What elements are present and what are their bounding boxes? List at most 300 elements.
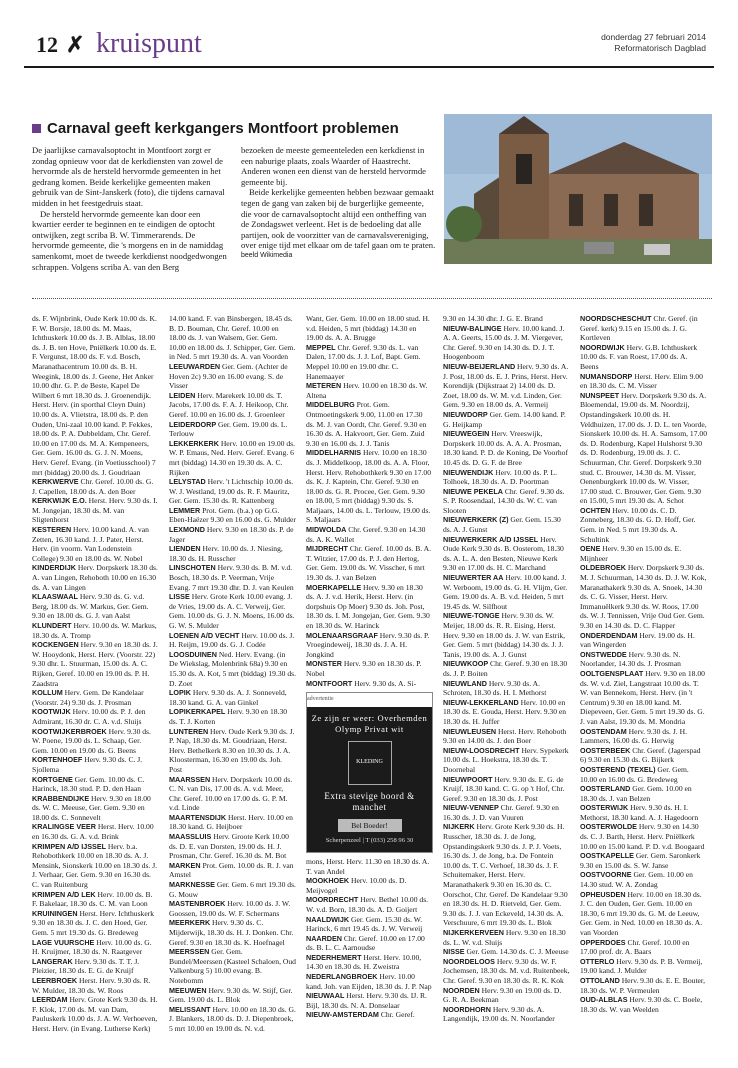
service-details: Chr. Geref. 9.30 ds. S. P. Roosendaal, 14.30 ds. W. C. van Slooten: [443, 486, 565, 515]
listing-entry: [580, 506, 707, 544]
place-name: OPPERDOES: [580, 937, 626, 947]
listing-entry: [32, 957, 159, 976]
service-details: 9.30 en 14.30 dhr. J. G. E. Brand: [443, 314, 543, 323]
place-name: NUNSPEET: [580, 390, 620, 400]
service-details: Prot. Gem. Ontmoetingskerk 9.00, 11.00 en 17.30 ds. M. J. van Oordt, Chr. Geref. 9.30 en 16.30 ds. A. Hakvoort, Ger. Gem. Zuid 9.30 en 16.00 ds. J. J. Tanis: [306, 400, 427, 448]
listing-entry: [580, 314, 707, 343]
place-name: KOOTWIJKERBROEK: [32, 726, 107, 736]
place-name: LUNTEREN: [169, 726, 209, 736]
service-details: Herv. 9.30 en 19.00 ds. D. G. R. A. Beekman: [443, 985, 562, 1005]
listing-entry: [169, 650, 296, 688]
service-details: Herv. 9.30 en 18.30 ds. J. W. Hooydonk, Herst. Herv. (Voorstr. 22) 9.30 dhr. L. Stuurman, 15.00 ds. A. C. Rijken, Geref. 10.00 en 19.00 ds. P. H. Zaadstra: [32, 640, 158, 688]
place-name: NIEUWKOOP: [443, 659, 489, 669]
place-name: NIEUWLAND: [443, 678, 487, 688]
service-details: Herv. 19.00 ds. H. van Wingerden: [580, 630, 695, 650]
place-name: NIEUWDORP: [443, 409, 488, 419]
service-details: Herv. 10.00 ds. P. L. Tolhoek, 18.30 ds. A. D. Poortman: [443, 467, 557, 487]
place-name: MOERKAPELLE: [306, 582, 362, 592]
place-name: OTTERLO: [580, 956, 615, 966]
place-name: KRIMPEN A/D LEK: [32, 889, 96, 899]
listing-column: [443, 314, 570, 1034]
service-details: ds. F. Wijnbrink, Oude Kerk 10.00 ds. K. F. W. Borsje, 18.00 ds. M. Maas, Ichthuskerk 10.00 ds. J. B. Alblas, 18.00 ds. J. B. ten Hove, Pniëlkerk 10.00 ds. E. F. Vergunst, 18.00 ds. F. v.d. Bosch, Maranathacentrum 10.00 ds. B. H. Weegink, 18.00 ds. J. Geene, Het Anker 10.00 dhr. G. P. de Beste, Kapel De Wilbert 6 mrt 18.30 ds. J. Groenendijk. Herst. Herv. (in sporthal Cleyn Duin) 10.00 ds. A. Vlietstra, 18.00 ds. P. den Ouden, Uni-zaal 10.00 kand. P. Fekkes, 18.00 ds. P. A. Dubbeldam, Chr. Geref. 10.00 en 17.00 ds. M. A. Kempeneers, Ger. Gem. 16.00 ds. G. J. N. Moens, Herv. Geref. Evang. (in Voetiusschool) 7 mrt (biddag) 20.00 ds. J. Goudriaan: [32, 314, 157, 477]
place-name: OOSTERBEEK: [580, 745, 631, 755]
listing-entry: [32, 640, 159, 688]
listing-entry: [306, 343, 433, 381]
listing-entry: [580, 976, 707, 995]
listing-entry: [443, 822, 570, 928]
ad-headline: Ze zijn er weer: Overhemden Olymp Privat wit: [311, 712, 428, 734]
place-name: MEERKERK: [169, 918, 211, 928]
church-image: [444, 114, 712, 264]
service-details: Herst. Herv. Rehoboth 9.30 en 14.00 ds. J. den Boer: [443, 726, 567, 746]
listing-entry: [443, 698, 570, 727]
listing-entry: [443, 515, 570, 534]
church-services-listing: [32, 314, 712, 1034]
place-name: KRUININGEN: [32, 908, 78, 918]
listing-column: [169, 314, 296, 1034]
listing-entry: [169, 727, 296, 775]
listing-entry: [32, 727, 159, 756]
listing-entry: [32, 995, 159, 1033]
place-name: MIJDRECHT: [306, 544, 348, 554]
listing-entry: [32, 707, 159, 726]
place-name: NIEUWLEUSEN: [443, 726, 497, 736]
service-details: Herv. Oude Kerk 9.30 ds. J. P. Nap, 18.30 ds. M. Goudriaan, Herst. Herv. Bethelkerk 8.30 en 10.30 ds. J. A. Kloosterman, 16.30 en 19.00 ds. Joh. Post: [169, 726, 295, 774]
service-details: Herv. 9.30 ds. E. E. Bouter, 18.30 ds. W. P. Vermeulen: [580, 975, 706, 995]
service-details: Want, Ger. Gem. 10.00 en 18.00 stud. H. v.d. Heiden, 5 mrt (biddag) 14.30 en 19.00 ds. A. A. Brugge: [306, 314, 430, 343]
listing-entry: [32, 563, 159, 592]
service-details: Herv. 10.00 en 18.30 ds. G. J. Blankers, 18.00 ds. D. J. Diepenbroek, 5 mrt 10.00 en 19.00 ds. N. v.d.: [169, 1004, 296, 1033]
place-name: OOSTERLAND: [580, 784, 631, 794]
place-name: KORTENHOEF: [32, 755, 83, 765]
listing-entry: [443, 947, 570, 957]
service-details: Ger. Gem. 14.30 ds. C. J. Meeuse: [466, 947, 569, 957]
listing-entry: [306, 314, 433, 343]
service-details: Herv. 10.00 kand. J. A. A. Geerts, 15.00 ds. J. M. Viergever, Chr. Geref. 9.30 en 14.30 ds. D. J. T. Hoogenboom: [443, 323, 565, 362]
place-name: OOSTVOORNE: [580, 870, 632, 880]
service-details: Herv. Sypekerk 10.00 ds. L. Hoekstra, 18.30 ds. T. Doornebal: [443, 745, 569, 774]
listing-entry: [169, 880, 296, 899]
service-details: Chr. Geref. (in Geref. kerk) 9.15 en 15.00 ds. J. G. Kortleven: [580, 314, 698, 343]
place-name: MOOKHOEK: [306, 876, 350, 886]
place-name: LINSCHOTEN: [169, 563, 216, 573]
ad-call-button: Bel Boeder!: [338, 819, 402, 833]
listing-entry: [306, 679, 433, 689]
place-name: MIDDELHARNIS: [306, 448, 362, 458]
listing-entry: [32, 938, 159, 957]
listing-entry: [443, 727, 570, 746]
service-details: Herst. Herv. 9.30 ds. R. W. Mulder, 18.30 ds. W. Roos: [32, 975, 151, 995]
place-name: METEREN: [306, 381, 342, 391]
place-name: LEXMOND: [169, 525, 205, 535]
advertisement: [306, 692, 433, 853]
listing-entry: [169, 631, 296, 650]
service-details: Herv. 9.30 en 15.00 ds. E. Mijnheer: [580, 544, 682, 563]
place-name: KERKWIJK E.O.: [32, 496, 87, 506]
place-name: MIDWOLDA: [306, 525, 347, 535]
service-details: Herv. 9.30 ds. P. B. Vermeij, 19.00 kand. J. Mulder: [580, 956, 703, 976]
service-details: mons, Herst. Herv. 11.30 en 18.30 ds. A. T. van Andel: [306, 856, 430, 876]
listing-entry: [580, 391, 707, 506]
ad-contact: Scherpenzeel | T (033) 258 96 30: [325, 837, 414, 845]
place-name: NOORDEN: [443, 985, 480, 995]
place-name: LEERDAM: [32, 995, 68, 1005]
service-details: Herv. Bethel 10.00 ds. W. v.d. Born, 18.30 ds. A. D. Goijert: [306, 895, 429, 914]
place-name: NIEUWERKERK (Z): [443, 515, 509, 525]
place-name: MIDDELBURG: [306, 400, 355, 410]
service-details: Herv. 9.30 ds. A. Schroten, 18.30 ds. H. I. Methorst: [443, 678, 547, 698]
service-details: Herst. Herv. 10.00 en 16.30 ds. G. A. v.d. Brink: [32, 822, 154, 842]
service-details: Ned. Herv. Evang. (in De Wiekslag, Molenbrink 68a) 9.30 en 15.30 ds. A. Kot, 5 mrt (biddag) 19.30 ds. D. Zoet: [169, 649, 296, 688]
place-name: MEERSSEN: [169, 947, 210, 957]
listing-entry: [169, 947, 296, 985]
place-name: OCHTEN: [580, 505, 611, 515]
listing-entry: [443, 746, 570, 775]
listing-entry: [169, 592, 296, 630]
place-name: OENE: [580, 544, 601, 554]
service-details: Herv. 9.30 en 14.30 ds. C. J. Barth, Herst. Herv. Pniëlkerk 10.00 en 15.00 kand. P. D. v.d. Boogaard: [580, 822, 705, 851]
service-details: Chr. Geref. 10.00 ds. B. A. T. Witzier, 17.00 ds. P. J. den Hertog, Ger. Gem. 19.00 ds. W. Visscher, 6 mrt 19.30 ds. J. van Belzen: [306, 544, 432, 583]
page-number: 12: [36, 32, 58, 57]
place-name: ONDERDENDAM: [580, 630, 638, 640]
service-details: Ger. Gem. 14.00 kand. P. G. Heijkamp: [443, 409, 566, 429]
listing-entry: [32, 525, 159, 563]
listing-entry: [169, 707, 296, 726]
service-details: Chr. Geref. 9.30 en 18.30 ds. J. P. Boiten: [443, 659, 568, 678]
place-name: LANGERAK: [32, 956, 73, 966]
listing-entry: [306, 857, 433, 876]
listing-entry: [169, 362, 296, 391]
service-details: Chr. Geref. 9.30 ds. L. van Dalen, 17.00 ds. J. J. Lof, Bapt. Gem. Meppel 10.00 en 19.00 dhr. C. Hanemaayer: [306, 342, 421, 381]
place-name: KRIMPEN A/D IJSSEL: [32, 841, 107, 851]
listing-entry: [306, 934, 433, 953]
service-details: Herst. Herv. Ichthuskerk 9.30 en 18.30 ds. J. C. den Hoed, Ger. Gem. 5 mrt 19.30 ds. G. Bredeweg: [32, 908, 155, 937]
service-details: Herv. 9.30 ds. A. J. Sonneveld, 18.30 kand. G. A. van Ginkel: [169, 688, 287, 707]
listing-entry: [32, 477, 159, 496]
place-name: LOPIK: [169, 688, 191, 698]
place-name: LAGE VUURSCHE: [32, 937, 95, 947]
listing-entry: [580, 890, 707, 938]
service-details: Herv. 9.30 ds. W. F. Jochemsen, 18.30 ds. M. v.d. Ruitenbeek, Chr. Geref. 9.30 en 18.30 ds. R. K. Kok: [443, 956, 570, 985]
place-name: NIEUWERTER AA: [443, 573, 504, 583]
ad-box: [307, 707, 432, 852]
place-name: MARKNESSE: [169, 880, 215, 890]
place-name: MAASSLUIS: [169, 832, 212, 842]
crossing-arrows-icon: ✗: [66, 32, 85, 57]
service-details: Herv. 10.00 en 18.30 ds. J. Middelkoop, 18.00 ds. A. A. Floor, Herst. Herv. Rehobothkerk 9.30 en 17.00 ds. K. J. Kaptein, Chr. Geref. 9.30 en 18.00 ds. G. R. Procee, Ger. Gem. 9.30 en 18.00, 5 mrt (biddag) 9.30 ds. S. Maljaars, 14.00 ds. L. Terlouw, 19.00 ds. S. Maljaars: [306, 448, 431, 525]
place-name: NOORDHORN: [443, 1004, 491, 1014]
listing-entry: [169, 420, 296, 439]
listing-entry: [306, 991, 433, 1010]
service-details: Ger. Gem. 10.00 ds. C. Harinck, 18.30 stud. P. D. den Haan: [32, 774, 145, 794]
listing-entry: [443, 775, 570, 804]
service-details: Herv. 10.00 en 18.30 ds. W. Altena: [306, 381, 428, 400]
service-details: Herv. 9.30 ds. C. J. Sjollema: [32, 755, 143, 774]
service-details: Herv. 9.30 ds. C. Boele, 18.30 ds. W. van Weelden: [580, 995, 703, 1014]
page-header: [24, 26, 714, 68]
service-details: Herv. 10.00 en 18.30 ds. E. Gouda, Herst. Herv. 9.30 en 18.30 ds. H. Juffer: [443, 697, 567, 726]
service-details: Chr. Geref. 10.00 en 17.00 prof. dr. A. Baars: [580, 937, 690, 957]
service-details: Herv. 9.30 ds. E. G. de Kruijf, 18.30 kand. C. G. op 't Hof, Chr. Geref. 9.30 en 18.30 ds. J. Post: [443, 774, 565, 803]
listing-entry: [580, 784, 707, 803]
listing-entry: [169, 563, 296, 592]
listing-entry: [580, 803, 707, 822]
place-name: NEDERHEMERT: [306, 952, 362, 962]
listing-entry: [306, 895, 433, 914]
listing-entry: [169, 1005, 296, 1034]
ad-feature: Extra stevige boord & manchet: [324, 790, 415, 812]
service-details: Herv. 9.30 ds. B. M. v.d. Bosch, 18.30 ds. P. Veerman, Vrije Evang. 7 mrt 19.30 dhr. D. J. van Keulen: [169, 563, 294, 592]
listing-column: [580, 314, 707, 1034]
place-name: LEIDEN: [169, 390, 196, 400]
listing-entry: [443, 324, 570, 362]
service-details: Chr. Geref. (Jagerspad 6) 9.30 en 15.30 ds. G. Bijkerk: [580, 745, 701, 765]
service-details: Ger. Gem. 10.00 en 14.30 stud. W. A. Zondag: [580, 870, 693, 890]
place-name: KINDERDIJK: [32, 563, 76, 573]
listing-entry: [306, 876, 433, 895]
section-label: kruispunt: [96, 28, 202, 59]
article-paragraph: bezoeken de meeste gemeenteleden een kerkdienst in een naburige plaats, zoals Waarder of Haastrecht. Anderen wonen een dienst van de hersteld hervormde gemeente bij.: [241, 145, 426, 187]
service-details: Herv. 9.30 ds. W. Meijer, 18.00 ds. R. R. Eising, Herst. Herv. 9.30 en 18.00 ds. J. W. van Estrik, Ger. Gem. 5 mrt (biddag) 14.30 ds. J. J. Tanis, 19.00 ds. A. J. Gunst: [443, 611, 566, 659]
service-details: Herv. Dorpskerk 10.00 ds. C. N. van Dis, 17.00 ds. A. v.d. Meer, Chr. Geref. 10.00 en 17.00 ds. G. P. M. v.d. Linde: [169, 774, 293, 813]
service-details: Herv. 10.00 en 19.00 ds. W. P. Emaus, Ned. Herv. Geref. Evang. 6 mrt (biddag) 14.30 en 19.30 ds. A. C. Rijken: [169, 438, 295, 477]
listing-entry: [32, 794, 159, 823]
place-name: LEKKERKERK: [169, 438, 219, 448]
place-name: NIEUWE-TONGE: [443, 611, 500, 621]
issue-date: donderdag 27 februari 2014: [601, 32, 706, 42]
service-details: Herv. Dorpskerk 9.30 ds. A. Bloemendal, 19.00 ds. M. Noordzij, Opstandingskerk 10.00 ds. H. Veldhuizen, 17.00 ds. J. D. L. ten Voorde, Sionskerk 10.00 ds. H. A. Samsom, 17.00 ds. D. Rodenburg, Kapel Hulshorst 9.30 ds. D. Rodenburg, 19.00 ds. J. C. Schuurman, Chr. Geref. Dorpskerk 9.30 stud. C. Brouwer, 14.30 ds. M. Visser, Oenenburgkerk 10.00 ds. W. Visser, 17.00 stud. C. Brouwer, Ger. Gem. 9.30 en 15.00, 5 mrt 19.30 ds. A. Schot: [580, 390, 707, 506]
place-name: NIEUWERKERK A/D IJSSEL: [443, 534, 539, 544]
place-name: KOCKENGEN: [32, 640, 79, 650]
place-name: NIJKERKERVEEN: [443, 928, 504, 937]
listing-entry: [306, 972, 433, 991]
listing-entry: [443, 986, 570, 1005]
service-details: Herv. 10.00 kand. Joh. van Eijden, 18.30 ds. J. P. Nap: [306, 972, 432, 991]
square-bullet-icon: [32, 124, 41, 133]
service-details: Ger. Gem. 10.00 en 18.30 ds. J. van Belzen: [580, 784, 692, 803]
listing-entry: [443, 535, 570, 573]
listing-entry: [32, 592, 159, 621]
place-name: OPHEUSDEN: [580, 889, 626, 899]
service-details: Herv. Grote Kerk 9.30 ds. H. Russcher, 18.30 ds. J. de Jong, Opstandingskerk 9.30 ds. J. P. J. Voets, 16.30 ds. J. de Jong, b.a. De Fontein 10.00 ds. T. C. Verhoef, 18.30 ds. J. F. Schuitemaker, Herst. Herv. Maranathakerk 9.30 en 16.30 ds. C. Oorschot, Chr. Geref. De Kandelaar 9.30 en 18.30 ds. H. D. Rietveld, Ger. Gem. 9.30 ds. J. J. van Eckeveld, 14.30 ds. A. Verschuure, 6 mrt 19.30 ds. L. Blok: [443, 822, 568, 928]
service-details: Herv. Gem. De Kandelaar (Voorstr. 24) 9.30 ds. J. Prosman: [32, 688, 144, 707]
service-details: Ger. Gem. (Achter de Hoven 2c) 9.30 en 16.00 evang. S. de Visser: [169, 361, 288, 391]
place-name: LOOSDUINEN: [169, 649, 217, 659]
listing-entry: [443, 928, 570, 947]
place-name: LOENEN A/D VECHT: [169, 630, 240, 640]
place-name: MEEUWEN: [169, 985, 207, 995]
service-details: 14.00 kand. F. van Binsbergen, 18.45 ds. B. D. Bouman, Chr. Geref. 10.00 en 18.00 ds. J. van Walsem, Ger. Gem. 10.00 en 18.00 ds. J. Schipper, Ger. Gem. in Ned. 5 mrt 19.30 ds. A. van Voorden: [169, 314, 296, 362]
listing-entry: [169, 688, 296, 707]
listing-entry: [32, 890, 159, 909]
listing-entry: [443, 957, 570, 986]
article-column-left: [32, 145, 227, 272]
listing-entry: [306, 544, 433, 582]
service-details: Herv. b.a. Rehobothkerk 10.00 en 18.30 ds. A. J. Mensink, Sionskerk 10.00 en 18.30 ds. J. J. Verhaar, Ger. Gem. 9.30 en 16.30 ds. C. van Ruitenburg: [32, 841, 158, 890]
listing-entry: [580, 563, 707, 630]
place-name: NOORDWIJK: [580, 342, 625, 352]
place-name: MAARTENSDIJK: [169, 812, 227, 822]
service-details: Herv. Marekerk 10.00 ds. T. Jacobs, 17.00 ds. F. A. J. Heikoop, Chr. Geref. 10.00 en 16.00 ds. J. Groenleer: [169, 390, 289, 419]
listing-entry: [169, 391, 296, 420]
service-details: Chr. Geref. 9.30 en 14.30 ds. A. K. Wallet: [306, 525, 426, 544]
listing-entry: [306, 659, 433, 678]
listing-entry: [32, 822, 159, 841]
listing-entry: [580, 957, 707, 976]
article-title: [32, 120, 436, 137]
service-details: Herv. 10.00 kand. J. W. Verboom, 19.00 ds. G. H. Vlijm, Ger. Gem. 19.00 ds. A. B. v.d. Heiden, 5 mrt 19.45 ds. W. Silfhout: [443, 573, 568, 611]
place-name: LELYSTAD: [169, 477, 206, 487]
listing-column: [306, 314, 433, 1034]
listing-entry: [443, 468, 570, 487]
listing-entry: [169, 986, 296, 1005]
listing-entry: [169, 813, 296, 832]
service-details: Herv. Dorpskerk 18.30 ds. A. van Lingen, Rehoboth 10.00 en 16.30 ds. A. van Lingen: [32, 563, 158, 592]
place-name: KRABBENDIJKE: [32, 793, 90, 803]
service-details: Herv. 10.00 en 18.30 ds. J. C. den Ouden, Ger. Gem. 10.00 en 18.30, 6 mrt 19.30 ds. G. M. de Leeuw, Ger. Gem. in Ned. 10.00 en 18.30 ds. A. van Voorden: [580, 889, 703, 937]
place-name: NIEUWE PEKELA: [443, 486, 503, 496]
place-name: KORTGENE: [32, 774, 73, 784]
listing-entry: [32, 909, 159, 938]
service-details: Herv. 9.30 ds. W. Poene, 19.00 ds. L. Schaap, Ger. Gem. 10.00 en 19.00 ds. G. Beens: [32, 726, 151, 755]
place-name: LEERBROEK: [32, 975, 78, 985]
listing-entry: [306, 583, 433, 631]
place-name: NOORDELOOS: [443, 956, 495, 966]
article-title-text: Carnaval geeft kerkgangers Montfoort problemen: [47, 120, 399, 137]
place-name: KLAASWAAL: [32, 592, 78, 602]
service-details: Herst. Herv. 9.30 ds. IJ. R. Bijl, 18.30 ds. N. A. Donselaar: [306, 991, 427, 1010]
place-name: NAARDEN: [306, 933, 342, 943]
service-details: Ger. Gem. 19.00 ds. L. Terlouw: [169, 419, 288, 439]
listing-entry: [32, 976, 159, 995]
service-details: Herv. 9.30 ds. A. Si-: [354, 678, 417, 688]
service-details: Herv. 9.30 en 18.30 ds. L. W. v.d. Sluijs: [443, 928, 566, 947]
place-name: LEIDERDORP: [169, 419, 217, 429]
place-name: NIJKERK: [443, 822, 475, 832]
listing-entry: [306, 1010, 433, 1020]
service-details: Ger. Gem. 15.30 ds. W. Harinck, 6 mrt 19.45 ds. J. W. Verweij: [306, 914, 423, 934]
service-details: Herv. 9.30 ds. W. Stijf, Ger. Gem. 19.00 ds. L. Blok: [169, 985, 293, 1005]
listing-entry: [306, 381, 433, 400]
service-details: Herv. Dorpskerk 9.30 ds. M. J. Schuurman, 14.30 ds. D. J. W. Kok, Maranathakerk 9.30 ds. A. Snoek, 14.30 ds. C. G. Visser, Herst. Herv. Immanuëlkerk 9.30 ds. W. Roos, 17.00 ds. W. J. Tennissen, Vrije Oud Ger. Gem. 9.30 en 14.30 ds. D. C. Flapper: [580, 563, 707, 630]
service-details: Herv. 9.30 en 18.30 ds. P. Nobel: [306, 659, 422, 678]
service-details: Herst. Herv. Elim 9.00 en 18.30 ds. C. M. Visser: [580, 371, 703, 391]
place-name: NIEUW-BALINGE: [443, 323, 502, 333]
service-details: Herv. 10.00 ds. W. Markus, 18.30 ds. A. Tromp: [32, 621, 157, 640]
service-details: Herv. Grote Kerk 9.30 ds. H. F. Klok, 17.00 ds. M. van Dam, Pauluskerk 10.00 ds. J. A. W. Verhoeven, Herst. Herv. (in Evang. Lutherse Kerk): [32, 995, 158, 1033]
service-details: Herv. 10.00 ds. J. Niesing, 18.30 ds. H. Russcher: [169, 544, 283, 563]
place-name: MONSTER: [306, 659, 342, 669]
place-name: OOSTERWIJK: [580, 803, 629, 813]
service-details: Herv. 10.00 ds. C. D. Zonneberg, 18.30 ds. G. D. Hoff, Ger. Gem. in Ned. 5 mrt 19.30 ds. A. Schultink: [580, 505, 696, 544]
place-name: NEDERLANGBROEK: [306, 972, 378, 982]
place-name: MARKEN: [169, 860, 201, 870]
place-name: LISSE: [169, 592, 190, 602]
service-details: Herv. 10.00 ds. D. Meijvogel: [306, 876, 407, 895]
service-details: Ger. Gem. 15.30 ds. A. J. Gunst: [443, 515, 561, 535]
place-name: OOSTKAPELLE: [580, 851, 634, 861]
listing-entry: [443, 410, 570, 429]
place-name: LIENDEN: [169, 544, 201, 554]
listing-entry: [443, 803, 570, 822]
listing-entry: [32, 775, 159, 794]
service-details: Herv. 9.30 ds. A. J. Post, 18.00 ds. E. J. Prins, Herst. Herv. Korendijk (Dijkstraat 2) 14.00 ds. D. Zoet, 18.00 ds. W. M. v.d. Linden, Ger. Gem. 9.30 en 18.00 ds. A. Vermeij: [443, 361, 569, 410]
listing-entry: [580, 851, 707, 870]
place-name: LEEUWARDEN: [169, 361, 221, 371]
church-photo: [444, 114, 712, 264]
date-info: [601, 32, 706, 54]
place-name: MONTFOORT: [306, 678, 353, 688]
place-name: NIEUW-BEIJERLAND: [443, 361, 516, 371]
listing-entry: [443, 611, 570, 659]
listing-entry: [169, 832, 296, 861]
listing-entry: [32, 496, 159, 525]
listing-entry: [580, 938, 707, 957]
place-name: NIEUW-LOOSDRECHT: [443, 745, 520, 755]
service-details: Herv. 10.00 ds. B. F. Bakelaar, 18.30 ds. C. M. van Loon: [32, 889, 153, 909]
service-details: Herv. 10.00 ds. J. W. Goossen, 19.00 ds. W. F. Schermans: [169, 899, 291, 918]
listing-entry: [443, 362, 570, 410]
listing-entry: [306, 631, 433, 660]
listing-entry: [306, 400, 433, 448]
article: [32, 120, 436, 272]
listing-column: [32, 314, 159, 1034]
service-details: Herv. 10.00 ds. J. H. Reijm, 19.00 ds. G. J. Codée: [169, 630, 295, 650]
service-details: Ger. Gem. Saronkerk 9.30 en 15.00 ds. S. W. Janse: [580, 851, 701, 870]
service-details: Chr. Geref.: [380, 1010, 415, 1020]
place-name: NAALDWIJK: [306, 914, 350, 924]
place-name: KERKWERVE: [32, 477, 79, 487]
listing-entry: [580, 765, 707, 784]
place-name: KOOTWIJK: [32, 707, 71, 717]
service-details: Herv. 10.00 kand. A. van Zetten, 16.30 kand. J. J. Pater, Herst. Herv. (in voorm. Van Lodenstein College) 9.30 en 18.00 ds. W. Nobel: [32, 525, 149, 563]
listing-entry: [580, 822, 707, 851]
place-name: KESTEREN: [32, 525, 72, 535]
listing-entry: [169, 899, 296, 918]
service-details: Herst. Herv. 9.30 ds. I. M. Jongejan, 18.30 ds. M. van Sligtenhorst: [32, 496, 158, 525]
place-name: MEPPEL: [306, 342, 336, 352]
service-details: Herv. 9.30 ds. T. T. J. Pleizier, 18.30 ds. E. G. de Kruijf: [32, 956, 140, 976]
listing-entry: [580, 650, 707, 669]
listing-entry: [32, 688, 159, 707]
service-details: Herv. 9.30 en 18.30 ds. T. J. Korten: [169, 707, 288, 726]
listing-entry: [32, 314, 159, 477]
listing-entry: [443, 487, 570, 516]
listing-entry: [580, 995, 707, 1014]
place-name: OOLTGENSPLAAT: [580, 668, 644, 678]
listing-entry: [443, 573, 570, 611]
listing-entry: [169, 775, 296, 813]
place-name: NOORDSCHESCHUT: [580, 314, 652, 323]
service-details: Chr. Geref. 9.30 en 16.30 ds. J. D. van Vuuren: [443, 803, 559, 822]
listing-entry: [169, 314, 296, 362]
listing-entry: [169, 544, 296, 563]
service-details: Herv. 9.30 en 18.00 ds. W. v.d. Ziel, Langstraat 10.00 ds. T. W. van Bennekom, Herst. Herv. (in 't Centrum) 9.30 en 18.00 kand. M. Diepeveen, Ger. Gem. 5 mrt 19.30 ds. G. J. van Aalst, 19.30 ds. M. Mondria: [580, 668, 705, 726]
service-details: Ger. Gem. 6 mrt 19.30 ds. G. Mouw: [169, 880, 296, 899]
place-name: LOPIKERKAPEL: [169, 707, 226, 717]
listing-entry: [580, 544, 707, 563]
divider: [32, 298, 712, 299]
listing-entry: [32, 621, 159, 640]
ad-label: advertentie: [307, 696, 334, 703]
place-name: NIEUWAAL: [306, 991, 345, 1001]
place-name: NISSE: [443, 947, 465, 957]
listing-entry: [306, 525, 433, 544]
service-details: Herv. 't Lichtschip 10.00 ds. W. J. Westland, 19.00 ds. R. F. Mauritz, Ger. Gem. 15.30 ds. R. Kattenberg: [169, 477, 294, 506]
place-name: NIEUW-AMSTERDAM: [306, 1010, 379, 1020]
place-name: MOORDRECHT: [306, 895, 359, 905]
service-details: Chr. Geref. 10.00 en 17.00 ds. B. L. C. Aarnoudse: [306, 933, 425, 953]
